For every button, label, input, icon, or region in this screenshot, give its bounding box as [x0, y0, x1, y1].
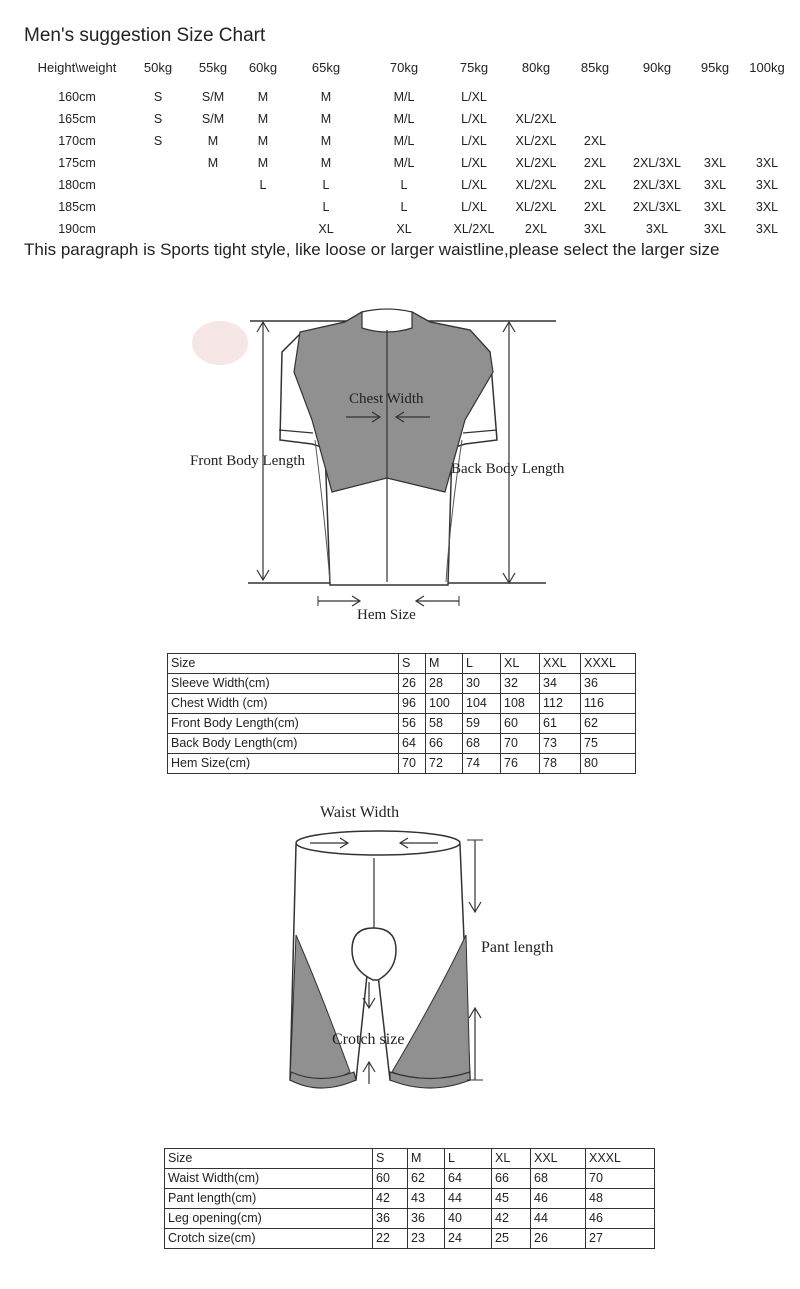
table-row: [168, 674, 636, 694]
grid-cell: M/L: [393, 134, 415, 148]
table-cell: 66: [492, 1169, 531, 1189]
shorts-diagram: [0, 800, 800, 1100]
table-cell: 116: [581, 694, 636, 714]
table-cell: 36: [408, 1209, 445, 1229]
grid-cell: 3XL: [703, 156, 727, 170]
grid-height-label: 170cm: [58, 134, 96, 148]
table-row-label: Leg opening(cm): [165, 1209, 373, 1229]
table-cell: 76: [501, 754, 540, 774]
table-cell: M: [426, 654, 463, 674]
grid-cell: L/XL: [461, 134, 487, 148]
grid-cell: S/M: [201, 90, 225, 104]
grid-cell: L: [322, 200, 330, 214]
grid-cell: S/M: [201, 112, 225, 126]
grid-cell: S: [153, 112, 163, 126]
grid-weight-header: 60kg: [248, 60, 278, 75]
grid-cell: 3XL: [703, 200, 727, 214]
table-cell: XXXL: [586, 1149, 655, 1169]
back-length-label: Back Body Length: [451, 461, 565, 477]
grid-cell: M: [207, 134, 219, 148]
grid-weight-header: 50kg: [143, 60, 173, 75]
grid-weight-header: 95kg: [700, 60, 730, 75]
table-cell: 74: [463, 754, 501, 774]
grid-cell: M: [207, 156, 219, 170]
table-cell: 68: [531, 1169, 586, 1189]
grid-cell: 2XL: [583, 200, 607, 214]
grid-cell: M: [320, 134, 332, 148]
table-cell: 42: [373, 1189, 408, 1209]
grid-cell: XL/2XL: [515, 200, 557, 214]
table-row-label: Size: [165, 1149, 373, 1169]
table-row-label: Waist Width(cm): [165, 1169, 373, 1189]
grid-height-label: 190cm: [58, 222, 96, 236]
table-cell: 61: [540, 714, 581, 734]
grid-weight-header: 65kg: [311, 60, 341, 75]
table-cell: 36: [581, 674, 636, 694]
table-cell: XL: [492, 1149, 531, 1169]
table-cell: 72: [426, 754, 463, 774]
grid-cell: M: [320, 90, 332, 104]
grid-cell: 3XL: [755, 156, 779, 170]
table-cell: 70: [501, 734, 540, 754]
table-cell: 70: [399, 754, 426, 774]
grid-cell: XL/2XL: [453, 222, 495, 236]
grid-weight-header: 55kg: [198, 60, 228, 75]
table-row-label: Hem Size(cm): [168, 754, 399, 774]
table-cell: 32: [501, 674, 540, 694]
table-header-row: [168, 654, 636, 674]
grid-cell: 3XL: [583, 222, 607, 236]
table-row: [165, 1209, 655, 1229]
grid-cell: 2XL: [583, 134, 607, 148]
grid-cell: XL/2XL: [515, 178, 557, 192]
grid-cell: L: [322, 178, 330, 192]
shorts-size-table: [164, 1148, 655, 1249]
table-cell: 24: [445, 1229, 492, 1249]
grid-cell: 2XL/3XL: [633, 178, 681, 192]
grid-cell: L/XL: [461, 112, 487, 126]
table-row: [168, 714, 636, 734]
grid-height-label: 165cm: [58, 112, 96, 126]
grid-height-label: 160cm: [58, 90, 96, 104]
grid-cell: L: [400, 200, 408, 214]
fit-note: This paragraph is Sports tight style, like loose or larger waistline,please select the larger size: [24, 240, 720, 259]
page-title: Men's suggestion Size Chart: [24, 25, 266, 46]
grid-weight-header: 85kg: [580, 60, 610, 75]
grid-cell: L/XL: [461, 178, 487, 192]
table-cell: 34: [540, 674, 581, 694]
table-cell: 48: [586, 1189, 655, 1209]
grid-cell: S: [153, 90, 163, 104]
table-cell: XXXL: [581, 654, 636, 674]
table-row-label: Crotch size(cm): [165, 1229, 373, 1249]
grid-cell: 2XL: [583, 156, 607, 170]
grid-cell: 3XL: [703, 178, 727, 192]
grid-cell: XL/2XL: [515, 112, 557, 126]
table-cell: 62: [581, 714, 636, 734]
grid-cell: 3XL: [755, 200, 779, 214]
table-cell: 100: [426, 694, 463, 714]
table-row-label: Sleeve Width(cm): [168, 674, 399, 694]
table-cell: 36: [373, 1209, 408, 1229]
jersey-diagram: [0, 0, 800, 640]
grid-height-label: 175cm: [58, 156, 96, 170]
crotch-size-label: Crotch size: [332, 1031, 405, 1048]
table-row: [165, 1189, 655, 1209]
table-cell: XXL: [540, 654, 581, 674]
table-cell: S: [373, 1149, 408, 1169]
grid-cell: M: [257, 156, 269, 170]
table-cell: 75: [581, 734, 636, 754]
grid-cell: L/XL: [461, 90, 487, 104]
table-cell: 66: [426, 734, 463, 754]
table-cell: 26: [531, 1229, 586, 1249]
table-cell: 27: [586, 1229, 655, 1249]
grid-cell: 3XL: [645, 222, 669, 236]
table-cell: 59: [463, 714, 501, 734]
table-header-row: [165, 1149, 655, 1169]
grid-weight-header: 100kg: [749, 60, 785, 75]
table-cell: M: [408, 1149, 445, 1169]
table-cell: 42: [492, 1209, 531, 1229]
grid-weight-header: 90kg: [642, 60, 672, 75]
table-cell: 23: [408, 1229, 445, 1249]
grid-cell: M: [257, 134, 269, 148]
front-length-label: Front Body Length: [190, 453, 305, 469]
table-cell: L: [445, 1149, 492, 1169]
table-row-label: Pant length(cm): [165, 1189, 373, 1209]
table-cell: 80: [581, 754, 636, 774]
table-cell: 73: [540, 734, 581, 754]
table-cell: 96: [399, 694, 426, 714]
grid-cell: M/L: [393, 90, 415, 104]
table-cell: XL: [501, 654, 540, 674]
table-row: [165, 1229, 655, 1249]
table-row: [168, 734, 636, 754]
grid-cell: 2XL/3XL: [633, 156, 681, 170]
table-cell: XXL: [531, 1149, 586, 1169]
grid-height-label: 180cm: [58, 178, 96, 192]
table-cell: L: [463, 654, 501, 674]
grid-weight-header: 75kg: [459, 60, 489, 75]
table-cell: 28: [426, 674, 463, 694]
grid-cell: 3XL: [755, 222, 779, 236]
table-cell: 46: [586, 1209, 655, 1229]
table-cell: 44: [445, 1189, 492, 1209]
grid-weight-header: 70kg: [389, 60, 419, 75]
pant-length-label: Pant length: [481, 939, 554, 956]
table-cell: 112: [540, 694, 581, 714]
table-cell: 68: [463, 734, 501, 754]
grid-cell: L/XL: [461, 200, 487, 214]
table-cell: 25: [492, 1229, 531, 1249]
grid-cell: M/L: [393, 156, 415, 170]
grid-weight-header: 80kg: [521, 60, 551, 75]
table-cell: 44: [531, 1209, 586, 1229]
grid-cell: XL: [318, 222, 334, 236]
smudge-mark: [192, 321, 248, 365]
grid-cell: XL/2XL: [515, 134, 557, 148]
grid-cell: M/L: [393, 112, 415, 126]
table-cell: 43: [408, 1189, 445, 1209]
table-cell: 46: [531, 1189, 586, 1209]
table-cell: 58: [426, 714, 463, 734]
hem-size-label: Hem Size: [357, 607, 416, 623]
table-cell: 30: [463, 674, 501, 694]
table-cell: 60: [373, 1169, 408, 1189]
table-cell: 70: [586, 1169, 655, 1189]
table-cell: 64: [399, 734, 426, 754]
grid-cell: 3XL: [703, 222, 727, 236]
chest-width-label: Chest Width: [349, 391, 424, 407]
grid-cell: M: [257, 90, 269, 104]
grid-height-label: 185cm: [58, 200, 96, 214]
table-row: [165, 1169, 655, 1189]
jersey-size-table: [167, 653, 636, 774]
table-cell: 60: [501, 714, 540, 734]
waist-width-label: Waist Width: [320, 804, 400, 821]
table-row-label: Front Body Length(cm): [168, 714, 399, 734]
table-cell: 78: [540, 754, 581, 774]
table-row-label: Size: [168, 654, 399, 674]
table-row-label: Back Body Length(cm): [168, 734, 399, 754]
grid-corner-label: Height\weight: [37, 60, 117, 75]
grid-cell: S: [153, 134, 163, 148]
table-row: [168, 754, 636, 774]
grid-cell: L: [400, 178, 408, 192]
table-cell: 45: [492, 1189, 531, 1209]
table-cell: 108: [501, 694, 540, 714]
grid-cell: L/XL: [461, 156, 487, 170]
table-cell: 64: [445, 1169, 492, 1189]
table-row-label: Chest Width (cm): [168, 694, 399, 714]
grid-cell: M: [320, 112, 332, 126]
table-cell: 40: [445, 1209, 492, 1229]
grid-cell: 2XL: [583, 178, 607, 192]
grid-cell: M: [257, 112, 269, 126]
grid-cell: XL/2XL: [515, 156, 557, 170]
grid-cell: 2XL: [524, 222, 548, 236]
grid-cell: 3XL: [755, 178, 779, 192]
table-cell: 62: [408, 1169, 445, 1189]
table-cell: 22: [373, 1229, 408, 1249]
grid-cell: M: [320, 156, 332, 170]
grid-cell: L: [259, 178, 267, 192]
table-cell: 104: [463, 694, 501, 714]
grid-cell: XL: [396, 222, 412, 236]
table-cell: 26: [399, 674, 426, 694]
table-cell: S: [399, 654, 426, 674]
table-cell: 56: [399, 714, 426, 734]
table-row: [168, 694, 636, 714]
grid-cell: 2XL/3XL: [633, 200, 681, 214]
